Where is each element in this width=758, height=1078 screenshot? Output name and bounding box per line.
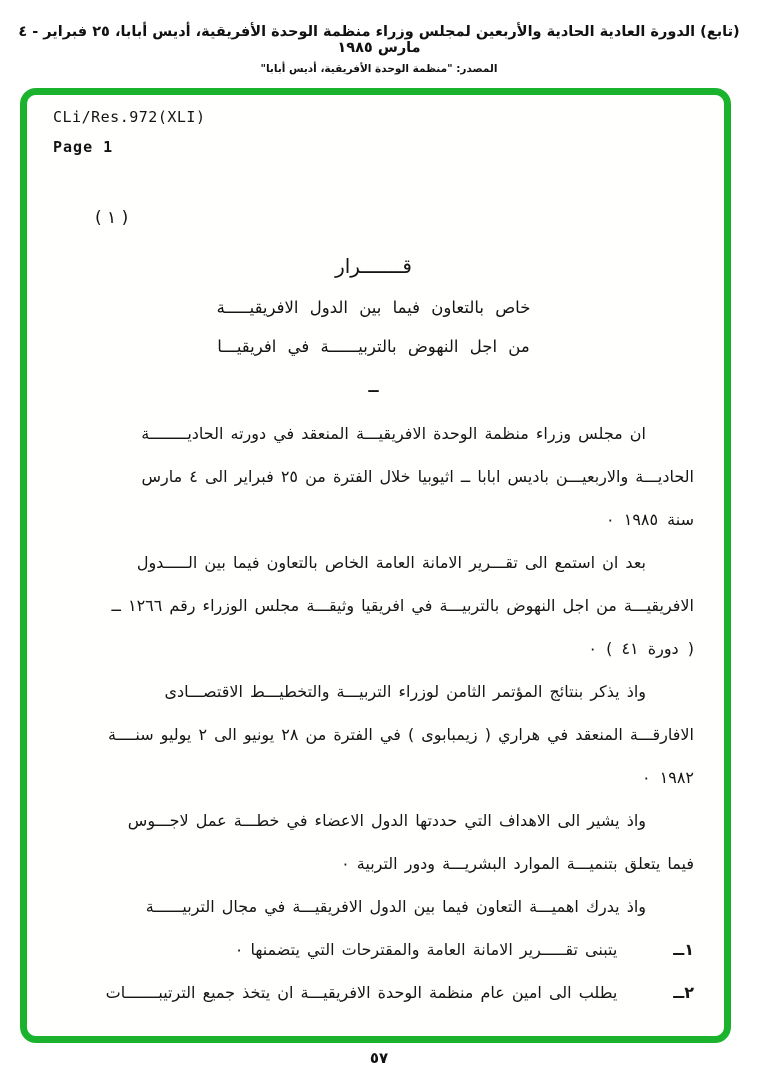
resolution-reference: CLi/Res.972(XLI) [53, 108, 206, 126]
paragraph-line: سنة ١٩٨٥ ٠ [606, 510, 694, 529]
document-frame [20, 88, 731, 1043]
paragraph-line: بعد ان استمع الى تقـــرير الامانة العامة الخاص بالتعاون فيما بين الـــــدول [136, 553, 646, 572]
paragraph-line: واذ يدرك اهميـــة التعاون فيما بين الدول الافريقيـــة في مجال التربيــــــة [145, 897, 646, 916]
paragraph-line: واذ يذكر بنتائج المؤتمر الثامن لوزراء التربيـــة والتخطيـــط الاقتصـــادى [164, 682, 646, 701]
resolution-subtitle-1: خاص بالتعاون فيما بين الدول الافريقيـــــة [216, 298, 531, 317]
page-label: Page 1 [53, 138, 114, 156]
resolution-title: قـــــــرار [335, 254, 412, 278]
resolution-subtitle-2: من اجل النهوض بالتربيــــــة في افريقيـــا [217, 337, 530, 356]
paragraph-line: ان مجلس وزراء منظمة الوحدة الافريقيـــة المنعقد في دورته الحاديــــــــة [141, 424, 646, 443]
paragraph-line: ( دورة ٤١ ) ٠ [588, 639, 694, 658]
item-text: يتبنى تقـــــرير الامانة العامة والمقترحات التي يتضمنها ٠ [234, 940, 618, 959]
item-number: ٢ــ [673, 983, 694, 1002]
source-caption: المصدر: "منظمة الوحدة الأفريقية، أديس أبابا" [260, 63, 498, 75]
paragraph-line: ١٩٨٢ ٠ [641, 768, 694, 787]
page-header [0, 24, 758, 75]
separator-dash: ــ [368, 378, 379, 396]
numbered-item [53, 936, 694, 963]
paragraph-line: واذ يشير الى الاهداف التي حددتها الدول الاعضاء في خطـــة عمل لاجـــوس [127, 811, 646, 830]
paragraph-line: فيما يتعلق بتنميـــة الموارد البشريـــة ودور التربية ٠ [341, 854, 694, 873]
section-number: ( ١ ) [95, 208, 129, 228]
paragraph-line: الحاديـــة والاربعيـــن باديس ابابا ــ اثيوبيا خلال الفترة من ٢٥ فبراير الى ٤ مارس [141, 467, 694, 486]
item-number: ١ــ [673, 940, 694, 959]
session-caption: (تابع) الدورة العادية الحادية والأربعين لمجلس وزراء منظمة الوحدة الأفريقية، أديس أبابا، ٢٥ فبراير - ٤ مارس ١٩٨٥ [18, 24, 740, 56]
numbered-item [53, 979, 694, 1006]
paragraph-line: الافريقيـــة من اجل النهوض بالتربيـــة في افريقيا وثيقـــة مجلس الوزراء رقم ١٢٦٦ ــ [111, 596, 694, 615]
item-text: يطلب الى امين عام منظمة الوحدة الافريقيـــة ان يتخذ جميع الترتيبـــــــات [105, 983, 618, 1002]
document-body [53, 420, 694, 1006]
paragraph-line: الافارقـــة المنعقد في هراري ( زيمبابوى ) في الفترة من ٢٨ يونيو الى ٢ يوليو سنــــة [108, 725, 694, 744]
folio-page-number: ٥٧ [369, 1049, 389, 1067]
